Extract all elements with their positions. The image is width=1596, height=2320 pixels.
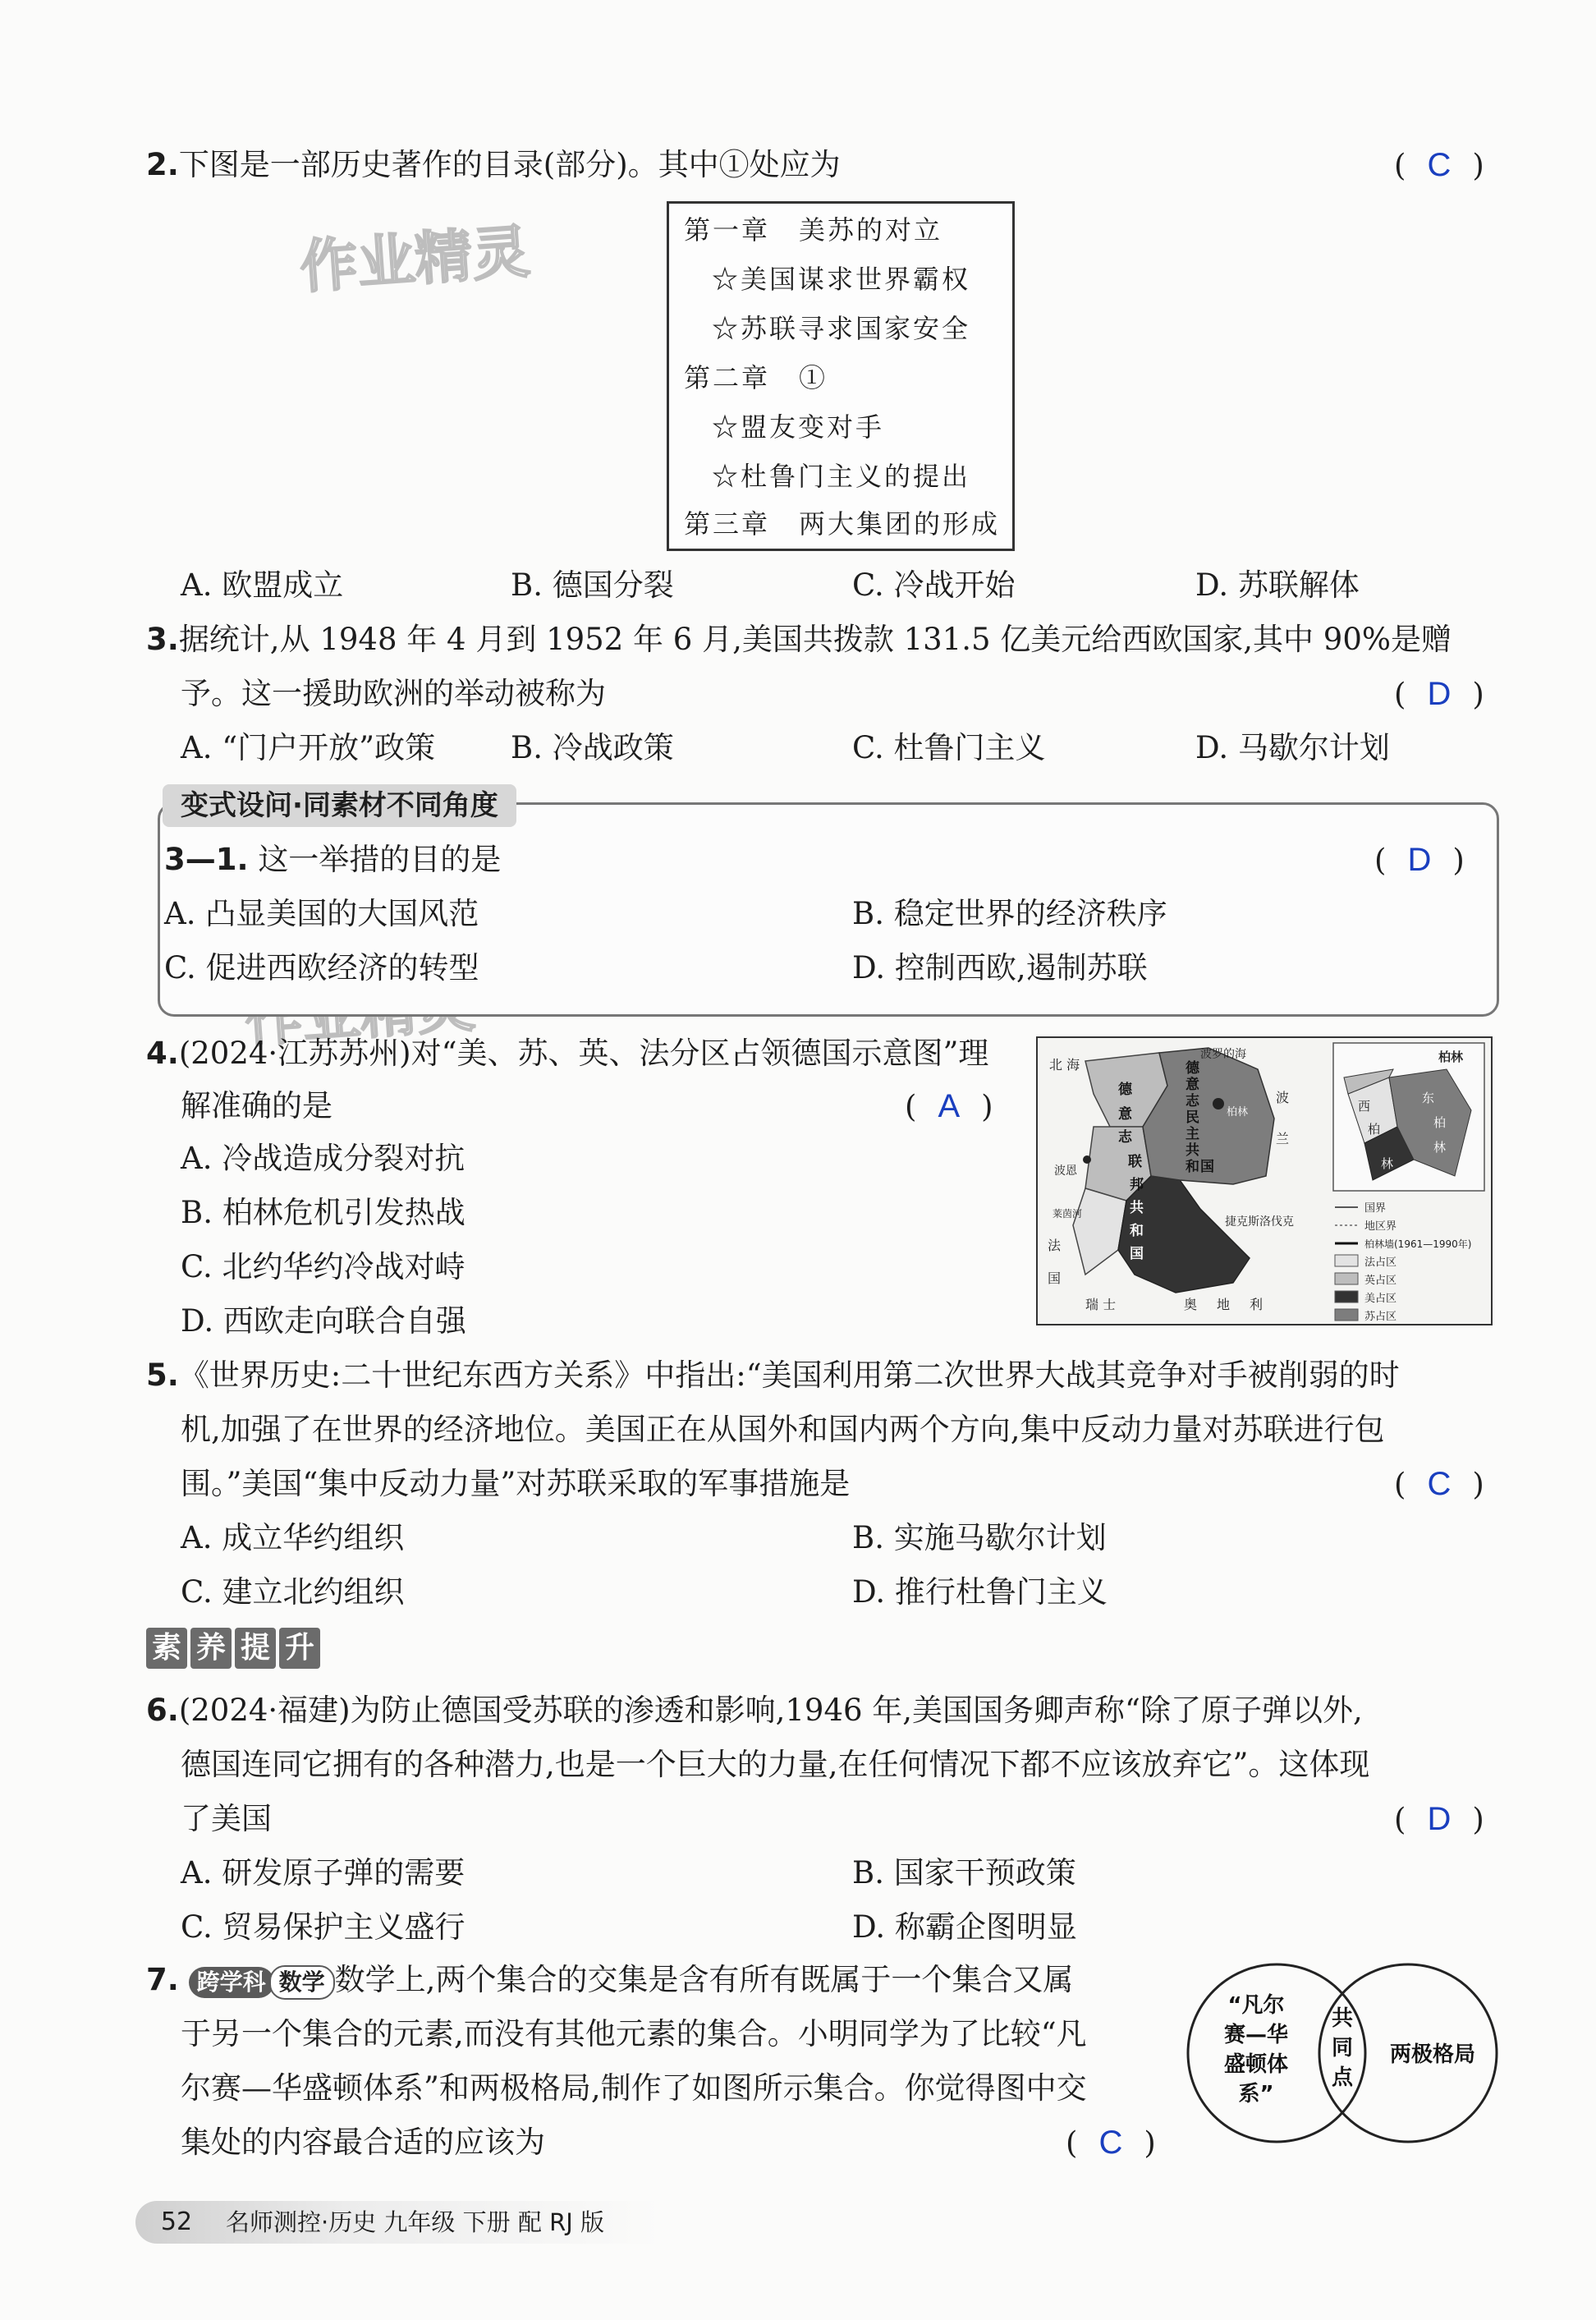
map-char: 和 [1130, 1223, 1144, 1239]
toc-line: ☆盟友变对手 [712, 411, 885, 443]
answer-parentheses: ( D ) [1394, 1801, 1484, 1837]
option-c: C. 杜鲁门主义 [852, 730, 1046, 765]
question-text: 这一举措的目的是 [258, 842, 502, 877]
option-a: A. 欧盟成立 [181, 567, 344, 603]
option-a: A. 凸显美国的大国风范 [164, 896, 479, 931]
option-c: C. 促进西欧经济的转型 [164, 950, 479, 985]
venn-middle-text: 共 [1331, 2006, 1354, 2031]
legend-swatch [1335, 1291, 1358, 1302]
variant-tab-label: 变式设问·同素材不同角度 [163, 784, 516, 827]
answer-parentheses: ( C ) [1394, 1466, 1484, 1502]
venn-right-text: 两极格局 [1389, 2042, 1476, 2067]
answer-mark: C [1427, 1466, 1452, 1502]
option-c: C. 贸易保护主义盛行 [181, 1909, 466, 1945]
answer-mark: C [1427, 147, 1452, 183]
question-text: 《世界历史:二十世纪东西方关系》中指出:“美国利用第二次世界大战其竞争对手被削弱的时 [178, 1358, 1400, 1393]
question-4-stem [146, 1033, 988, 1074]
legend-label: 英占区 [1364, 1275, 1397, 1287]
toc-line: ☆美国谋求世界霸权 [712, 264, 971, 295]
option-b: B. 冷战政策 [511, 730, 674, 765]
legend-label: 国界 [1364, 1202, 1387, 1215]
option-a: A. 冷战造成分裂对抗 [181, 1141, 466, 1176]
map-label-north-sea: 北 海 [1049, 1057, 1080, 1073]
question-text: 机,加强了在世界的经济地位。美国正在从国外和国内两个方向,集中反动力量对苏联进行包 [181, 1412, 1385, 1447]
inset-label: 林 [1433, 1140, 1447, 1155]
page-number: 52 [160, 2207, 193, 2236]
question-text: 围。”美国“集中反动力量”对苏联采取的军事措施是 [181, 1466, 851, 1501]
toc-line: ☆苏联寻求国家安全 [712, 313, 971, 344]
table-of-contents-box [667, 201, 1015, 551]
toc-line: ☆杜鲁门主义的提出 [712, 461, 971, 492]
legend-label: 美占区 [1364, 1293, 1397, 1305]
map-char: 联 [1128, 1154, 1142, 1170]
section-char: 养 [190, 1628, 232, 1669]
question-text: 于另一个集合的元素,而没有其他元素的集合。小明同学为了比较“凡 [181, 2016, 1087, 2051]
option-b: B. 实施马歇尔计划 [852, 1520, 1107, 1555]
toc-line: 第三章 两大集团的形成 [684, 508, 1001, 540]
option-d: D. 苏联解体 [1195, 567, 1360, 603]
map-char: 主 [1186, 1126, 1199, 1142]
question-text: 德国连同它拥有的各种潜力,也是一个巨大的力量,在任何情况下都不应该放弃它”。这体现 [181, 1747, 1370, 1782]
map-label-poland: 波 [1276, 1090, 1290, 1105]
berlin-inset-title: 柏林 [1438, 1050, 1464, 1064]
inset-label: 西 [1358, 1099, 1371, 1114]
map-label-baltic: 波罗的海 [1200, 1048, 1246, 1061]
answer-mark: D [1427, 1801, 1452, 1837]
question-text: 解准确的是 [181, 1088, 332, 1123]
venn-left-text: 盛顿体 [1223, 2052, 1289, 2077]
answer-mark: C [1098, 2125, 1123, 2161]
question-5-stem [146, 1355, 1400, 1396]
map-label-austria: 地 [1217, 1297, 1231, 1312]
question-text: 集处的内容最合适的应该为 [181, 2125, 545, 2160]
option-d: D. 控制西欧,遏制苏联 [852, 950, 1148, 985]
venn-left-text: 赛—华 [1223, 2023, 1289, 2047]
map-char: 志 [1118, 1129, 1132, 1146]
inset-label: 东 [1422, 1091, 1435, 1105]
question-number: 5. [146, 1358, 179, 1393]
map-char: 意 [1186, 1077, 1199, 1093]
option-c: C. 建立北约组织 [181, 1574, 405, 1610]
question-number: 3. [146, 622, 179, 657]
answer-parentheses: ( A ) [905, 1088, 993, 1124]
map-char: 德 [1118, 1082, 1132, 1098]
map-char: 民 [1186, 1109, 1199, 1126]
map-char: 国 [1130, 1246, 1144, 1262]
answer-parentheses: ( D ) [1394, 676, 1484, 712]
inset-label: 柏 [1433, 1115, 1447, 1130]
map-label-austria: 奥 [1184, 1297, 1198, 1312]
option-b: B. 柏林危机引发热战 [181, 1195, 466, 1230]
option-b: B. 稳定世界的经济秩序 [852, 896, 1167, 931]
question-text: (2024·江苏苏州)对“美、苏、英、法分区占领德国示意图”理 [178, 1036, 989, 1071]
map-char: 共 [1130, 1200, 1144, 1216]
question-7-stem [146, 1959, 1073, 2001]
venn-left-text: “凡尔 [1227, 1993, 1285, 2018]
berlin-marker [1213, 1098, 1224, 1109]
answer-parentheses: ( D ) [1374, 842, 1465, 878]
legend-label: 苏占区 [1364, 1311, 1397, 1323]
venn-left-text: 系” [1238, 2082, 1274, 2106]
footer-title: 名师测控·历史 九年级 下册 配 RJ 版 [226, 2208, 605, 2236]
question-6-stem [146, 1690, 1363, 1731]
option-b: B. 国家干预政策 [852, 1855, 1076, 1890]
map-label-france: 法 [1048, 1238, 1062, 1253]
option-c: C. 冷战开始 [852, 567, 1016, 603]
question-text: 尔赛—华盛顿体系”和两极格局,制作了如图所示集合。你觉得图中交 [181, 2070, 1087, 2106]
option-d: D. 推行杜鲁门主义 [852, 1574, 1108, 1610]
bonn-marker [1083, 1155, 1091, 1164]
map-label-austria: 利 [1250, 1297, 1264, 1312]
toc-line: 第二章 ① [684, 362, 828, 393]
map-label-czech: 捷克斯洛伐克 [1225, 1215, 1294, 1229]
math-tag: 数学 [269, 1965, 335, 2000]
option-c: C. 北约华约冷战对峙 [181, 1249, 466, 1284]
section-char: 升 [279, 1628, 320, 1669]
answer-mark: D [1427, 676, 1452, 712]
answer-parentheses: ( C ) [1394, 147, 1484, 183]
question-text: 下图是一部历史著作的目录(部分)。其中①处应为 [178, 147, 841, 182]
option-d: D. 马歇尔计划 [1195, 730, 1390, 765]
option-b: B. 德国分裂 [511, 567, 674, 603]
toc-line: 第一章 美苏的对立 [684, 214, 943, 246]
answer-mark: D [1407, 842, 1432, 878]
option-a: A. “门户开放”政策 [181, 730, 436, 765]
question-text: (2024·福建)为防止德国受苏联的渗透和影响,1946 年,美国国务卿声称“除了原子弹以外, [178, 1693, 1363, 1728]
map-char: 意 [1118, 1106, 1132, 1123]
map-label-berlin: 柏林 [1227, 1106, 1249, 1119]
legend-swatch [1335, 1309, 1358, 1321]
map-char: 共 [1186, 1142, 1199, 1159]
question-number: 4. [146, 1036, 179, 1071]
map-label-swiss: 瑞 士 [1085, 1297, 1117, 1312]
answer-mark: A [938, 1088, 961, 1124]
question-2-stem [146, 145, 841, 186]
map-char: 志 [1186, 1093, 1199, 1109]
inset-label: 柏 [1368, 1122, 1381, 1137]
section-char: 提 [235, 1628, 276, 1669]
legend-swatch [1335, 1255, 1358, 1266]
venn-middle-text: 同 [1331, 2036, 1354, 2060]
option-a: A. 研发原子弹的需要 [181, 1855, 466, 1890]
option-d: D. 称霸企图明显 [852, 1909, 1077, 1945]
question-text: 予。这一援助欧洲的举动被称为 [181, 676, 606, 711]
option-d: D. 西欧走向联合自强 [181, 1303, 466, 1339]
question-text: 数学上,两个集合的交集是含有所有既属于一个集合又属 [334, 1962, 1074, 1997]
legend-swatch [1335, 1273, 1358, 1284]
question-3-stem [146, 619, 1452, 660]
germany-occupation-map [1036, 1036, 1493, 1325]
map-char: 和 [1186, 1159, 1199, 1175]
venn-middle-text: 点 [1331, 2065, 1354, 2090]
inset-label: 林 [1381, 1156, 1394, 1171]
legend-label: 地区界 [1364, 1220, 1397, 1233]
map-char: 国 [1200, 1159, 1214, 1175]
legend-label: 柏林墙(1961—1990年) [1364, 1238, 1472, 1250]
answer-parentheses: ( C ) [1066, 2125, 1156, 2161]
legend-label: 法占区 [1364, 1256, 1397, 1269]
map-label-france: 国 [1048, 1270, 1062, 1286]
section-header-literacy [146, 1628, 320, 1669]
cross-discipline-tag: 跨学科 [189, 1967, 274, 1998]
map-char: 德 [1186, 1060, 1199, 1077]
option-a: A. 成立华约组织 [181, 1520, 405, 1555]
question-text: 据统计,从 1948 年 4 月到 1952 年 6 月,美国共拨款 131.5 亿美元给西欧国家,其中 90%是赠 [178, 622, 1452, 657]
question-number: 7. [146, 1962, 179, 1997]
question-number: 2. [146, 147, 179, 182]
map-char: 邦 [1130, 1177, 1144, 1193]
map-label-poland: 兰 [1276, 1131, 1290, 1146]
variant-question-stem [164, 839, 501, 880]
page-footer [135, 2201, 661, 2244]
map-label-rhine: 莱茵河 [1053, 1208, 1083, 1220]
watermark: 作业精灵 [297, 218, 532, 301]
section-char: 素 [146, 1628, 187, 1669]
question-text: 了美国 [181, 1801, 272, 1836]
map-label-bonn: 波恩 [1054, 1165, 1077, 1178]
venn-diagram [1182, 1955, 1502, 2152]
question-number: 3—1. [164, 842, 249, 877]
question-number: 6. [146, 1693, 179, 1728]
